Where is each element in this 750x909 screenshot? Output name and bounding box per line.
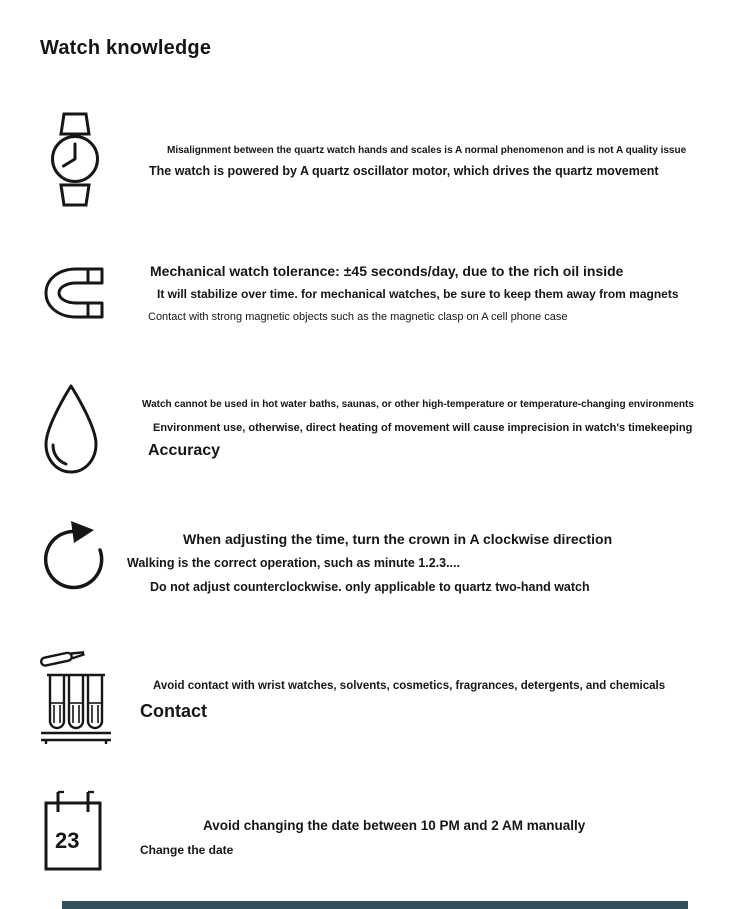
clockwise-arrow-icon [42,518,108,592]
change-date-label: Change the date [140,843,234,857]
chemicals-warning-text: Avoid contact with wrist watches, solvents, cosmetics, fragrances, detergents, and chemicals [153,680,666,692]
walking-operation-text: Walking is the correct operation, such as minute 1.2.3.... [127,556,460,570]
heat-imprecision-text: Environment use, otherwise, direct heating of movement will cause imprecision in watch's timekeeping [153,422,693,434]
water-drop-icon [40,383,102,475]
clockwise-instruction-text: When adjusting the time, turn the crown in A clockwise direction [183,531,613,547]
next-section-edge-bar [62,901,688,909]
date-change-warning-text: Avoid changing the date between 10 PM and 2 AM manually [203,818,586,833]
wristwatch-icon [45,112,105,207]
accuracy-label: Accuracy [148,442,221,459]
tolerance-headline-text: Mechanical watch tolerance: ±45 seconds/day, due to the rich oil inside [150,263,624,279]
calendar-icon [42,790,104,875]
test-tubes-icon [38,645,114,745]
quartz-main-text: The watch is powered by A quartz oscillator motor, which drives the quartz movement [149,164,659,178]
magnet-contact-text: Contact with strong magnetic objects such as the magnetic clasp on A cell phone case [148,311,568,323]
magnet-icon [42,266,104,320]
calendar-day-number: 23 [55,828,80,853]
contact-label: Contact [140,701,207,721]
counterclockwise-warning-text: Do not adjust counterclockwise. only applicable to quartz two-hand watch [150,580,590,594]
page-title: Watch knowledge [40,37,212,59]
quartz-note-text: Misalignment between the quartz watch hands and scales is A normal phenomenon and is not A quality issue [167,145,687,156]
hot-water-warning-text: Watch cannot be used in hot water baths, saunas, or other high-temperature or temperature-changing environments [142,399,694,410]
magnet-warning-text: It will stabilize over time. for mechanical watches, be sure to keep them away from magnets [157,287,679,301]
